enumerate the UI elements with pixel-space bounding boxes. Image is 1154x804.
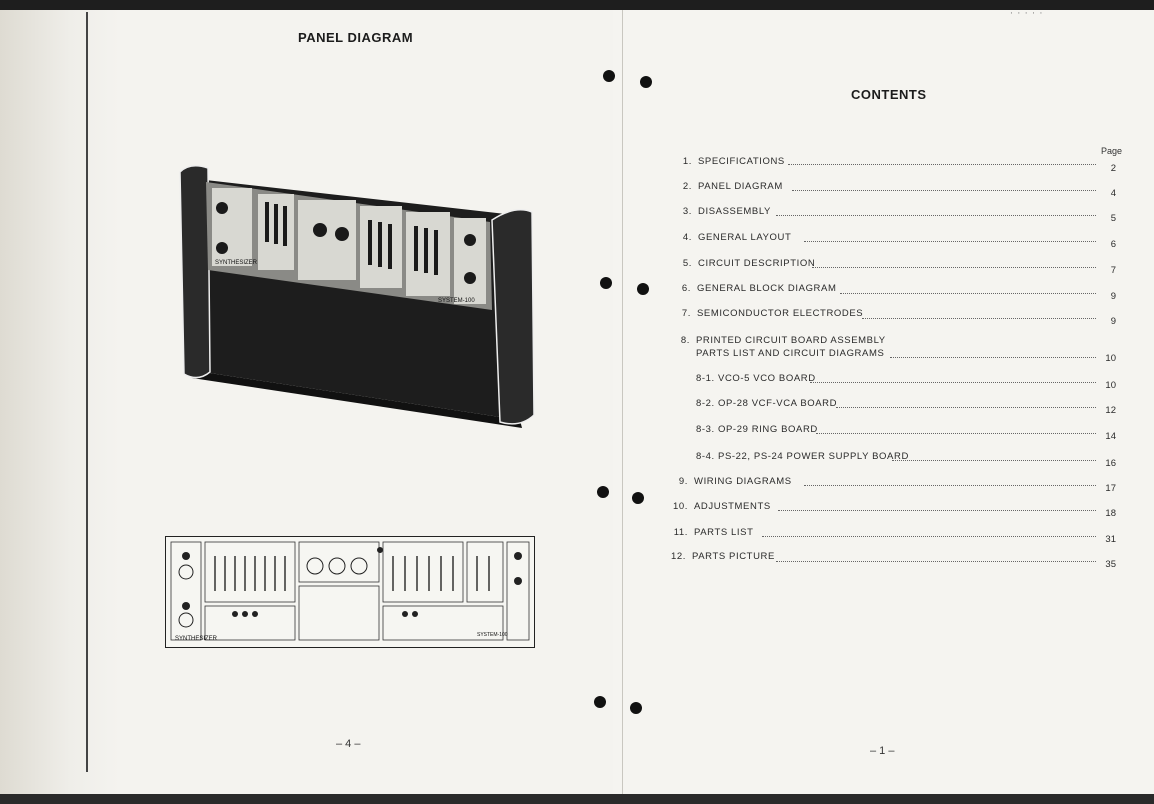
toc-entry-label: 8-2. OP-28 VCF-VCA BOARD <box>696 398 838 409</box>
toc-entry-number: 8. <box>680 335 690 346</box>
toc-leader-dots <box>840 293 1096 294</box>
binder-hole <box>600 277 612 289</box>
toc-entry-label: SPECIFICATIONS <box>698 156 785 167</box>
toc-leader-dots <box>862 318 1096 319</box>
toc-entry <box>671 308 863 319</box>
header-scrap: ⋅ ⋅ ⋅ ⋅ ⋅ <box>1010 8 1044 18</box>
panel-line-drawing <box>165 536 535 648</box>
left-page-number: – 4 – <box>336 738 361 750</box>
toc-entry-page: 10 <box>1105 353 1116 364</box>
binder-hole <box>630 702 642 714</box>
toc-leader-dots <box>816 433 1096 434</box>
toc-leader-dots <box>762 536 1096 537</box>
toc-entry-label: PRINTED CIRCUIT BOARD ASSEMBLY <box>696 335 886 346</box>
toc-entry-page: 31 <box>1105 534 1116 545</box>
binder-hole <box>640 76 652 88</box>
toc-leader-dots <box>836 407 1096 408</box>
toc-entry-number: 5. <box>682 258 692 269</box>
toc-entry-label: 8-1. VCO-5 VCO BOARD <box>696 373 816 384</box>
binder-hole <box>594 696 606 708</box>
toc-entry-page: 7 <box>1110 265 1116 276</box>
toc-entry-label: ADJUSTMENTS <box>694 501 771 512</box>
toc-leader-dots <box>776 561 1096 562</box>
toc-entry-number: 4. <box>682 232 692 243</box>
toc-leader-dots <box>778 510 1096 511</box>
binder-hole <box>597 486 609 498</box>
toc-entry-label: GENERAL LAYOUT <box>698 232 792 243</box>
toc-leader-dots <box>892 460 1096 461</box>
toc-entry-page: 4 <box>1110 188 1116 199</box>
toc-entry-label: 8-3. OP-29 RING BOARD <box>696 424 818 435</box>
toc-entry-number: 2. <box>682 181 692 192</box>
toc-entry-number: 6. <box>681 283 691 294</box>
toc-leader-dots <box>792 190 1096 191</box>
synth-model-label: SYSTEM-100 <box>438 298 475 304</box>
toc-leader-dots <box>804 241 1096 242</box>
toc-entry-page: 6 <box>1110 239 1116 250</box>
toc-leader-dots <box>810 382 1096 383</box>
page-title: PANEL DIAGRAM <box>298 30 414 45</box>
toc-entry <box>670 398 837 409</box>
synthesizer-photo <box>170 160 540 430</box>
toc-leader-dots <box>804 485 1096 486</box>
binder-hole <box>603 70 615 82</box>
toc-entry <box>668 527 754 538</box>
toc-entry <box>668 476 792 487</box>
toc-entry-label: CIRCUIT DESCRIPTION <box>698 258 816 269</box>
right-page-number: – 1 – <box>870 745 895 757</box>
toc-entry <box>672 258 815 269</box>
toc-entry-label: PARTS LIST AND CIRCUIT DIAGRAMS <box>696 348 885 359</box>
toc-entry-label: DISASSEMBLY <box>698 206 771 217</box>
binder-hole <box>637 283 649 295</box>
toc-leader-dots <box>812 267 1096 268</box>
toc-entry-number: 9. <box>678 476 688 487</box>
binding-line <box>86 12 88 772</box>
toc-entry-page: 10 <box>1105 380 1116 391</box>
toc-entry-label: PANEL DIAGRAM <box>698 181 783 192</box>
toc-entry-page: 35 <box>1105 559 1116 570</box>
synth-brand-label: SYNTHESIZER <box>215 260 258 266</box>
toc-entry <box>670 335 886 346</box>
toc-entry-page: 14 <box>1105 431 1116 442</box>
toc-entry <box>670 451 909 462</box>
toc-entry-number: 7. <box>681 308 691 319</box>
toc-entry-page: 2 <box>1110 163 1116 174</box>
toc-entry <box>670 373 816 384</box>
page-gutter <box>622 10 623 794</box>
panel-model-label: SYSTEM-100 <box>477 632 508 638</box>
toc-leader-dots <box>788 164 1096 165</box>
toc-leader-dots <box>776 215 1096 216</box>
toc-entry-page: 18 <box>1105 508 1116 519</box>
toc-entry <box>672 232 791 243</box>
toc-entry <box>672 156 785 167</box>
toc-entry-number: 12. <box>670 551 686 562</box>
toc-entry <box>672 181 783 192</box>
toc-entry <box>671 283 836 294</box>
toc-entry <box>666 551 775 562</box>
toc-entry-page: 9 <box>1110 316 1116 327</box>
toc-entry-page: 17 <box>1105 483 1116 494</box>
toc-entry-page: 16 <box>1105 458 1116 469</box>
toc-entry <box>670 424 818 435</box>
toc-entry <box>668 501 771 512</box>
toc-entry-number: 10. <box>672 501 688 512</box>
toc-leader-dots <box>890 357 1096 358</box>
contents-title: CONTENTS <box>851 87 927 102</box>
scan-bottom-edge <box>0 794 1154 804</box>
binder-hole <box>632 492 644 504</box>
toc-entry-label: GENERAL BLOCK DIAGRAM <box>697 283 837 294</box>
toc-entry <box>672 206 771 217</box>
toc-entry-number: 11. <box>673 527 688 538</box>
scan-top-edge <box>0 0 1154 10</box>
toc-entry-label: PARTS LIST <box>694 527 754 538</box>
toc-entry-number: 3. <box>682 206 692 217</box>
panel-brand-label: SYNTHESIZER <box>175 636 218 642</box>
toc-entry-page: 12 <box>1105 405 1116 416</box>
toc-entry-page: 5 <box>1110 213 1116 224</box>
toc-entry-page: 9 <box>1110 291 1116 302</box>
toc-entry-label: SEMICONDUCTOR ELECTRODES <box>697 308 864 319</box>
toc-entry-label: WIRING DIAGRAMS <box>694 476 792 487</box>
page-column-label: Page <box>1101 146 1123 156</box>
toc-entry-label: PARTS PICTURE <box>692 551 775 562</box>
toc-entry-label: 8-4. PS-22, PS-24 POWER SUPPLY BOARD <box>696 451 909 462</box>
toc-entry-number: 1. <box>682 156 692 167</box>
toc-entry <box>670 348 884 359</box>
